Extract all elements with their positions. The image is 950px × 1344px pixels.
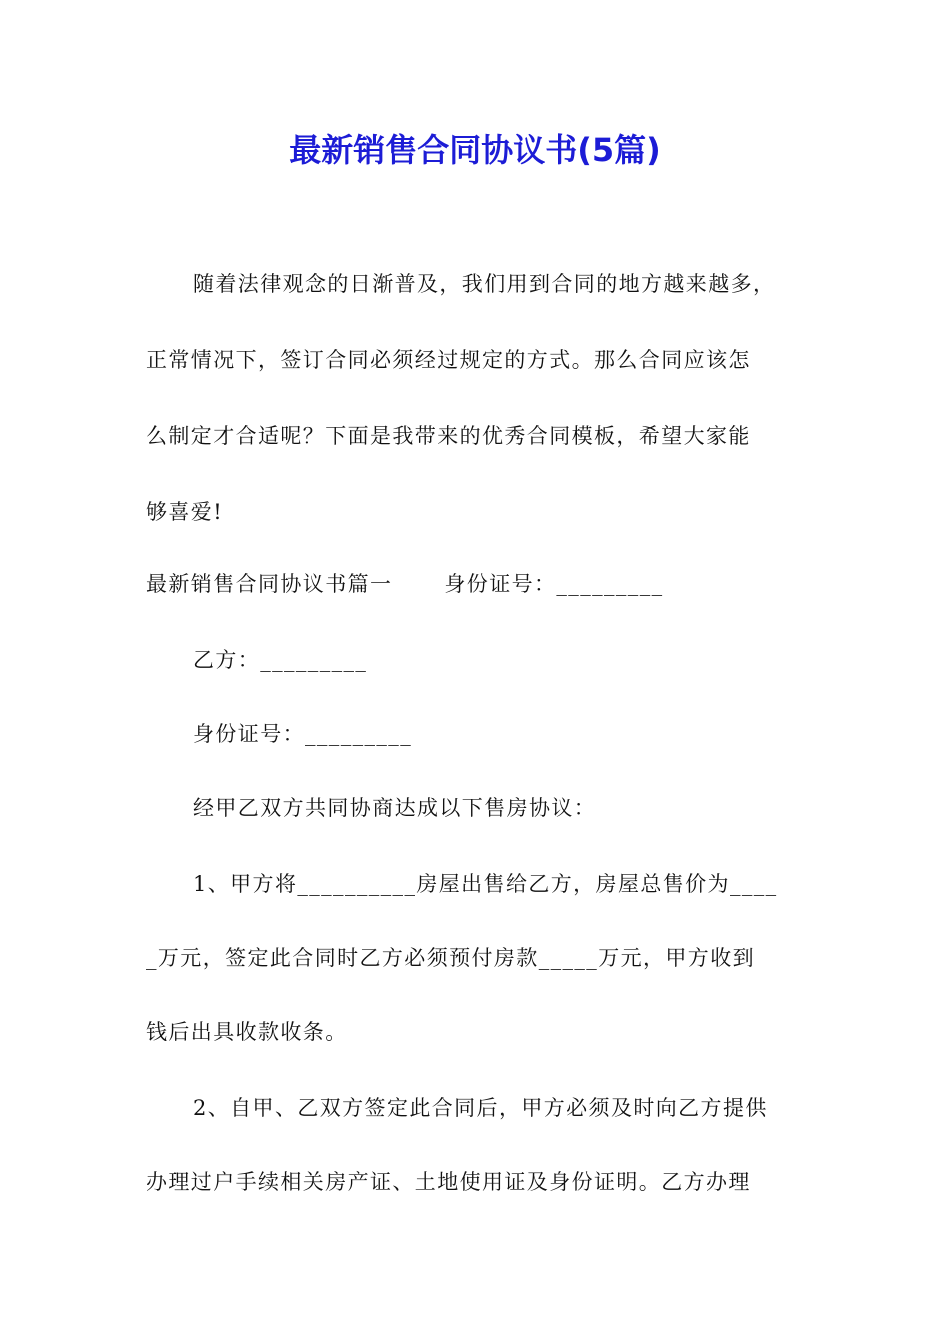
- paragraph-line: 够喜爱!: [146, 500, 224, 524]
- clause-line: _万元，签定此合同时乙方必须预付房款_____万元，甲方收到: [146, 946, 755, 970]
- paragraph-line: 么制定才合适呢？下面是我带来的优秀合同模板，希望大家能: [146, 424, 751, 448]
- clause-line: 2、自甲、乙双方签定此合同后，甲方必须及时向乙方提供: [193, 1096, 768, 1120]
- id-number-field: 身份证号：_________: [444, 572, 664, 596]
- clause-line: 办理过户手续相关房产证、土地使用证及身份证明。乙方办理: [146, 1170, 751, 1194]
- section-heading-line: [146, 568, 816, 600]
- paragraph-line: 经甲乙双方共同协商达成以下售房协议：: [193, 796, 597, 820]
- paragraph-line: 随着法律观念的日渐普及，我们用到合同的地方越来越多，: [193, 272, 776, 296]
- clause-line: 钱后出具收款收条。: [146, 1020, 348, 1044]
- document-title: 最新销售合同协议书(5篇): [289, 131, 661, 169]
- section-heading: 最新销售合同协议书篇一: [146, 572, 393, 596]
- party-b-line: 乙方：_________: [193, 648, 368, 672]
- paragraph-line: 正常情况下，签订合同必须经过规定的方式。那么合同应该怎: [146, 348, 751, 372]
- id-number-line: 身份证号：_________: [193, 722, 413, 746]
- clause-line: 1、甲方将__________房屋出售给乙方，房屋总售价为____: [193, 872, 778, 896]
